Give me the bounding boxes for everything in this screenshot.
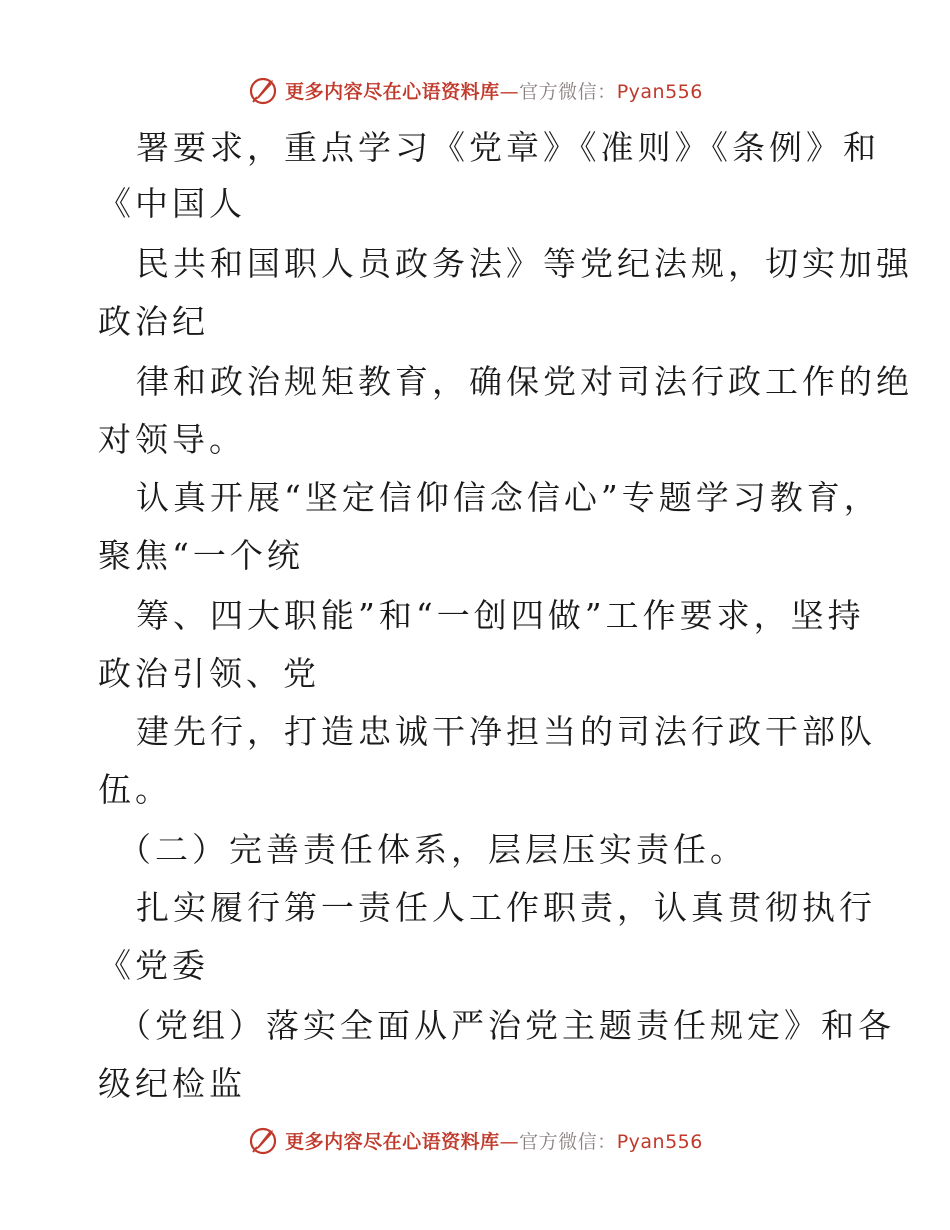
banner-title: 更多内容尽在心语资料库 xyxy=(285,1130,500,1153)
banner-wechat-label: 官方微信： xyxy=(519,80,617,103)
body-line: （党组）落实全面从严治党主题责任规定》和各 xyxy=(118,1006,895,1045)
body-line: 对领导。 xyxy=(98,420,246,459)
banner-text xyxy=(285,1127,703,1154)
body-line: 署要求，重点学习《党章》《准则》《条例》和 xyxy=(136,128,880,167)
body-line: 《中国人 xyxy=(98,184,246,223)
section-heading: （二）完善责任体系，层层压实责任。 xyxy=(118,830,747,869)
banner-wechat-label: 官方微信： xyxy=(519,1130,617,1153)
body-line: 级纪检监 xyxy=(98,1064,246,1103)
body-line: 扎实履行第一责任人工作职责，认真贯彻执行 xyxy=(136,888,876,927)
body-line: 律和政治规矩教育，确保党对司法行政工作的绝 xyxy=(136,362,913,401)
banner-wechat-handle: Pyan556 xyxy=(616,1130,703,1153)
body-line: 《党委 xyxy=(98,946,209,985)
banner-dash: — xyxy=(499,1130,520,1153)
quill-pen-logo-icon xyxy=(247,1124,279,1156)
quill-pen-logo-icon xyxy=(247,74,279,106)
body-line: 伍。 xyxy=(98,770,172,809)
body-line: 建先行，打造忠诚干净担当的司法行政干部队 xyxy=(136,712,876,751)
body-line: 筹、四大职能”和“一创四做”工作要求，坚持 xyxy=(136,596,865,635)
body-line: 聚焦“一个统 xyxy=(98,536,304,575)
body-line: 政治引领、党 xyxy=(98,654,320,693)
header-banner xyxy=(0,70,950,110)
banner-wechat-handle: Pyan556 xyxy=(616,80,703,103)
banner-title: 更多内容尽在心语资料库 xyxy=(285,80,500,103)
banner-dash: — xyxy=(499,80,520,103)
body-line: 政治纪 xyxy=(98,302,209,341)
body-line: 民共和国职人员政务法》等党纪法规，切实加强 xyxy=(136,244,913,283)
body-line: 认真开展“坚定信仰信念信心”专题学习教育， xyxy=(136,478,881,517)
banner-text xyxy=(285,77,703,104)
footer-banner xyxy=(0,1120,950,1160)
